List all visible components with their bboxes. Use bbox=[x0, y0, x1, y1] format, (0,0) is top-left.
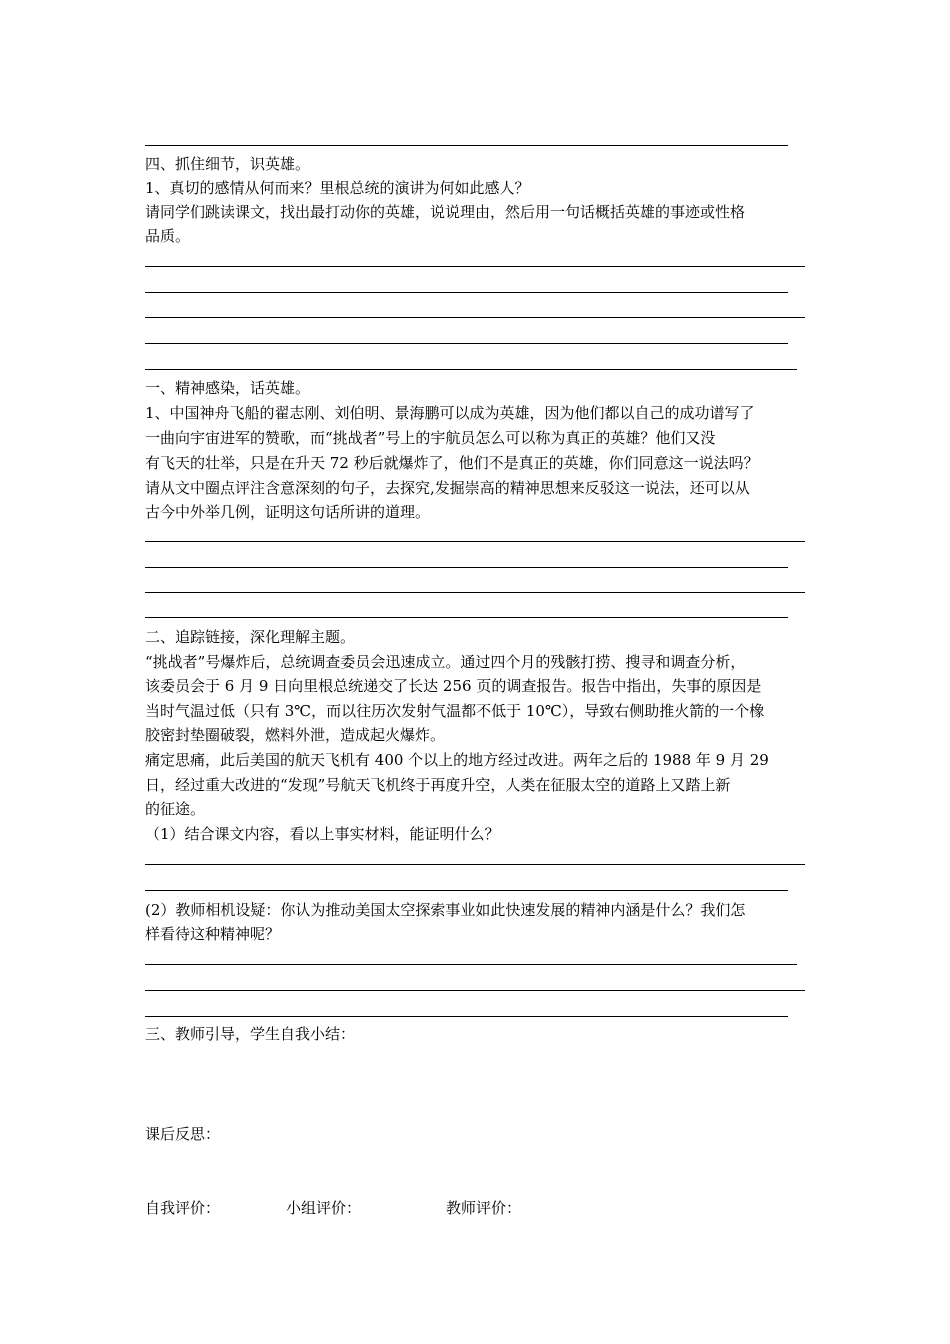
answer-line[interactable] bbox=[145, 266, 805, 267]
answer-line[interactable] bbox=[145, 964, 797, 965]
self-evaluation-label: 自我评价： bbox=[145, 1199, 221, 1217]
section-two-paragraph-line: 胶密封垫圈破裂，燃料外泄，造成起火爆炸。 bbox=[145, 726, 446, 744]
section-two-paragraph-line: 痛定思痛，此后美国的航天飞机有 400 个以上的地方经过改进。两年之后的 1988 年 9 月 29 bbox=[145, 751, 769, 769]
section-two-paragraph-line: 当时气温过低（只有 3℃，而以往历次发射气温都不低于 10℃），导致右侧助推火箭的一个橡 bbox=[145, 702, 765, 720]
section-two-paragraph-line: 的征途。 bbox=[145, 800, 206, 818]
section-four-prompt-line: 请同学们跳读课文，找出最打动你的英雄，说说理由，然后用一句话概括英雄的事迹或性格 bbox=[145, 203, 746, 221]
section-three-heading: 三、教师引导，学生自我小结： bbox=[145, 1025, 356, 1043]
answer-line[interactable] bbox=[145, 541, 805, 542]
reflection-label: 课后反思： bbox=[145, 1125, 221, 1143]
section-one-line: 一曲向宇宙进军的赞歌，而“挑战者”号上的宇航员怎么可以称为真正的英雄？他们又没 bbox=[145, 429, 716, 447]
answer-line[interactable] bbox=[145, 343, 788, 344]
section-one-line: 有飞天的壮举，只是在升天 72 秒后就爆炸了，他们不是真正的英雄，你们同意这一说法吗？ bbox=[145, 454, 759, 472]
section-one-heading: 一、精神感染，话英雄。 bbox=[145, 379, 311, 397]
section-one-line: 古今中外举几例，证明这句话所讲的道理。 bbox=[145, 503, 431, 521]
answer-line[interactable] bbox=[145, 592, 805, 593]
section-two-question-2: (2）教师相机设疑：你认为推动美国太空探索事业如此快速发展的精神内涵是什么？我们怎 bbox=[145, 901, 746, 919]
answer-line[interactable] bbox=[145, 864, 805, 865]
answer-line[interactable] bbox=[145, 890, 788, 891]
teacher-evaluation-label: 教师评价： bbox=[446, 1199, 522, 1217]
answer-line[interactable] bbox=[145, 369, 797, 370]
section-two-paragraph-line: 日，经过重大改进的“发现”号航天飞机终于再度升空，人类在征服太空的道路上又踏上新 bbox=[145, 776, 731, 794]
answer-line[interactable] bbox=[145, 145, 788, 146]
answer-line[interactable] bbox=[145, 1016, 788, 1017]
answer-line[interactable] bbox=[145, 292, 788, 293]
answer-line[interactable] bbox=[145, 990, 805, 991]
section-two-paragraph-line: 该委员会于 6 月 9 日向里根总统递交了长达 256 页的调查报告。报告中指出，失事的原因是 bbox=[145, 677, 762, 695]
answer-line[interactable] bbox=[145, 617, 788, 618]
section-four-question-1: 1、真切的感情从何而来？里根总统的演讲为何如此感人？ bbox=[145, 179, 530, 197]
section-one-line: 1、中国神舟飞船的翟志刚、刘伯明、景海鹏可以成为英雄，因为他们都以自己的成功谱写了 bbox=[145, 404, 755, 422]
section-two-paragraph-line: “挑战者”号爆炸后，总统调查委员会迅速成立。通过四个月的残骸打捞、搜寻和调查分析， bbox=[145, 653, 746, 671]
answer-line[interactable] bbox=[145, 567, 788, 568]
answer-line[interactable] bbox=[145, 317, 805, 318]
section-one-line: 请从文中圈点评注含意深刻的句子，去探究,发掘崇高的精神思想来反驳这一说法，还可以从 bbox=[145, 479, 750, 497]
section-four-prompt-line: 品质。 bbox=[145, 227, 191, 245]
section-two-heading: 二、追踪链接，深化理解主题。 bbox=[145, 628, 356, 646]
section-two-question-2: 样看待这种精神呢？ bbox=[145, 925, 281, 943]
section-two-question-1: （1）结合课文内容，看以上事实材料，能证明什么？ bbox=[145, 825, 500, 843]
section-four-heading: 四、抓住细节，识英雄。 bbox=[145, 155, 311, 173]
group-evaluation-label: 小组评价： bbox=[286, 1199, 362, 1217]
